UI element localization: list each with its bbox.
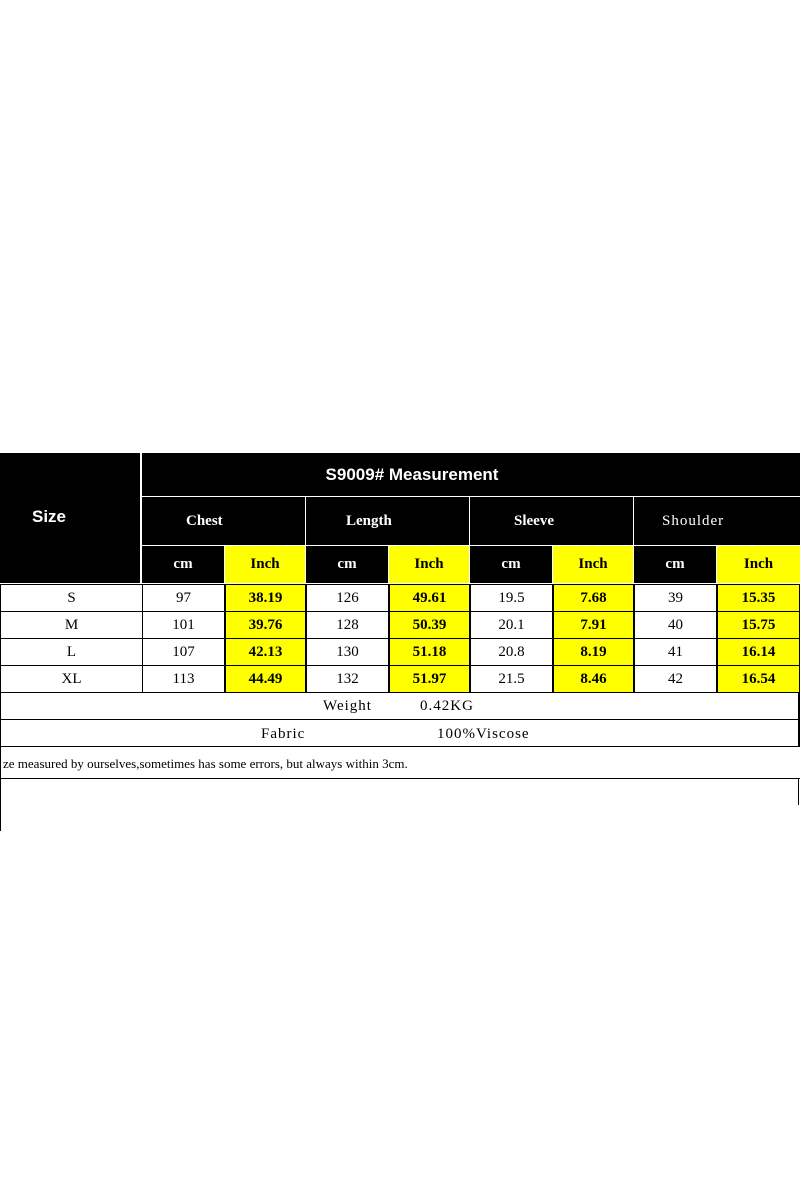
- cm-value-cell: 20.1: [470, 611, 553, 639]
- cm-value-cell: 40: [634, 611, 717, 639]
- cm-value-cell: 113: [142, 665, 225, 693]
- cm-value-cell: 130: [306, 638, 389, 666]
- cm-value-cell: 39: [634, 584, 717, 612]
- unit-inch-chest: Inch: [225, 546, 305, 583]
- note-text: ze measured by ourselves,sometimes has some errors, but always within 3cm.: [3, 756, 408, 771]
- inch-value-cell: 16.54: [717, 665, 800, 693]
- cm-value-cell: 97: [142, 584, 225, 612]
- inch-value-cell: 38.19: [225, 584, 306, 612]
- size-label: Size: [32, 507, 67, 526]
- left-border-tail: [0, 779, 1, 831]
- group-label-sleeve: Sleeve: [514, 512, 554, 529]
- inch-value-cell: 49.61: [389, 584, 470, 612]
- group-header-sleeve: [470, 497, 633, 545]
- inch-value-cell: 42.13: [225, 638, 306, 666]
- cm-value-cell: 132: [306, 665, 389, 693]
- cm-value-cell: 19.5: [470, 584, 553, 612]
- cm-value-cell: 101: [142, 611, 225, 639]
- group-header-chest: [142, 497, 305, 545]
- cm-value-cell: 107: [142, 638, 225, 666]
- unit-inch-length: Inch: [389, 546, 469, 583]
- inch-value-cell: 7.91: [553, 611, 634, 639]
- group-label-length: Length: [346, 512, 392, 529]
- inch-value-cell: 50.39: [389, 611, 470, 639]
- unit-cm-sleeve: cm: [470, 546, 552, 583]
- cm-value-cell: 126: [306, 584, 389, 612]
- inch-value-cell: 44.49: [225, 665, 306, 693]
- table-title: S9009# Measurement: [325, 465, 499, 484]
- unit-cm-length: cm: [306, 546, 388, 583]
- fabric-label: Fabric: [261, 726, 306, 742]
- weight-value: 0.42KG: [420, 698, 474, 714]
- fabric-row: [0, 720, 800, 747]
- size-cell: L: [0, 638, 143, 666]
- right-border-tail: [798, 779, 799, 805]
- unit-cm-chest: cm: [142, 546, 224, 583]
- inch-value-cell: 51.97: [389, 665, 470, 693]
- cm-value-cell: 42: [634, 665, 717, 693]
- inch-value-cell: 16.14: [717, 638, 800, 666]
- group-label-shoulder: Shoulder: [662, 512, 725, 529]
- unit-cm-shoulder: cm: [634, 546, 716, 583]
- cm-value-cell: 21.5: [470, 665, 553, 693]
- unit-inch-shoulder: Inch: [717, 546, 800, 583]
- weight-label: Weight: [323, 698, 372, 714]
- inch-value-cell: 8.19: [553, 638, 634, 666]
- inch-value-cell: 15.75: [717, 611, 800, 639]
- weight-row: [0, 692, 800, 720]
- size-cell: S: [0, 584, 143, 612]
- inch-value-cell: 8.46: [553, 665, 634, 693]
- inch-value-cell: 7.68: [553, 584, 634, 612]
- cm-value-cell: 41: [634, 638, 717, 666]
- cm-value-cell: 20.8: [470, 638, 553, 666]
- inch-value-cell: 15.35: [717, 584, 800, 612]
- size-cell: XL: [0, 665, 143, 693]
- inch-value-cell: 39.76: [225, 611, 306, 639]
- size-header-cell: [0, 453, 140, 583]
- unit-inch-sleeve: Inch: [553, 546, 633, 583]
- cm-value-cell: 128: [306, 611, 389, 639]
- size-cell: M: [0, 611, 143, 639]
- group-header-shoulder: [634, 497, 800, 545]
- inch-value-cell: 51.18: [389, 638, 470, 666]
- group-label-chest: Chest: [186, 512, 223, 529]
- group-header-length: [306, 497, 469, 545]
- fabric-value: 100%Viscose: [437, 726, 530, 742]
